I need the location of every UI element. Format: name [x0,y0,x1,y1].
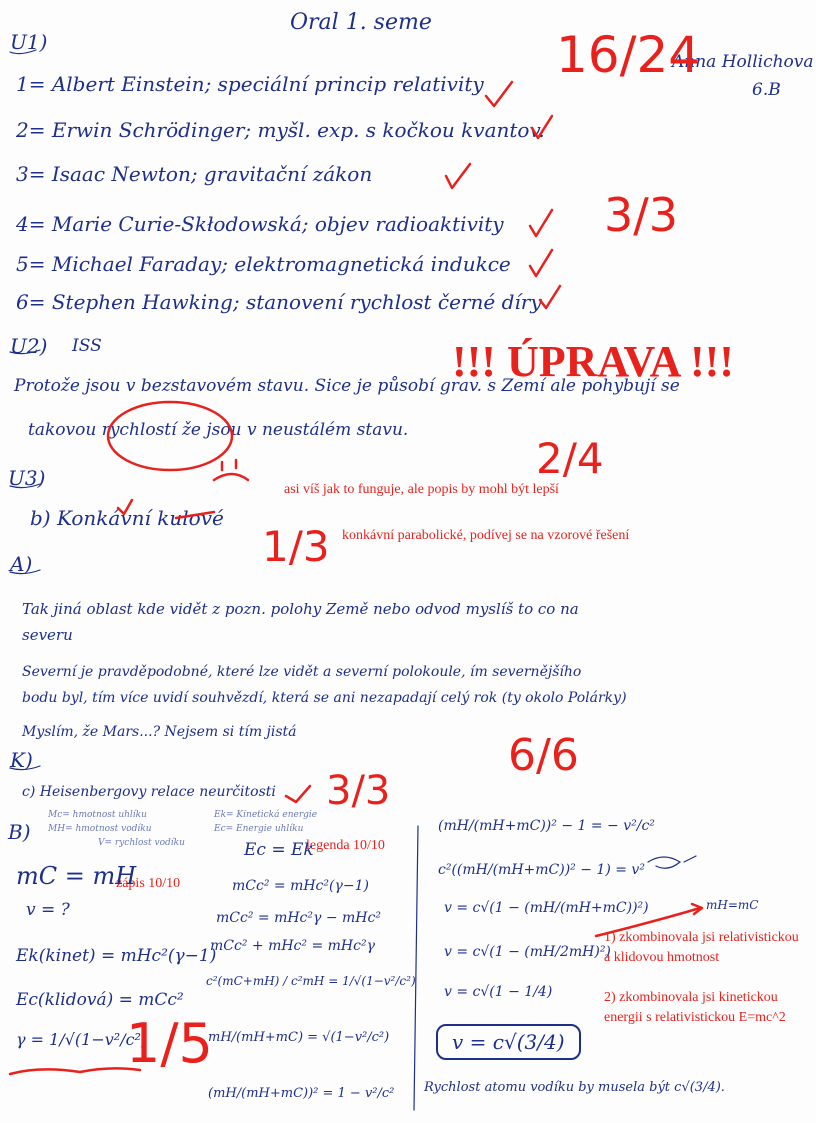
u3-answer: b) Konkávní kulové [30,506,224,530]
b-right-formula-4: v = c√(1 − (mH/2mH)²) [444,944,611,960]
check-mark-icon [446,164,470,188]
scribble-icon [648,856,696,868]
b-middle-formula-4: mCc² + mHc² = mHc²γ [210,938,375,954]
b-score: 1/5 [126,1012,213,1075]
k-score: 3/3 [326,768,391,814]
b-middle-formula-7: (mH/(mH+mC))² = 1 − v²/c² [208,1086,395,1101]
u2-label: U2) [10,334,48,358]
b-right-formula-5: v = c√(1 − 1/4) [444,984,553,1000]
check-mark-icon [540,286,560,308]
b-legend-2: MH= hmotnost vodíku [48,824,152,834]
student-name: Anna Hollichova [672,52,814,72]
b-left-formula-5: γ = 1/√(1−v²/c²) [16,1030,148,1049]
u2-answer-line-2: takovou rychlostí že jsou v neustálém stavu. [28,420,409,440]
u2-extra: ISS [72,336,102,356]
b-feedback-1: 1) zkombinovala jsi relativistickou a klidovou hmotnost [604,930,799,966]
b-middle-formula-3: mCc² = mHc²γ − mHc² [216,910,381,926]
b-conclusion: Rychlost atomu vodíku by musela být c√(3/4). [424,1080,725,1095]
header-title: Oral 1. seme [290,10,432,35]
a-line-1: Tak jiná oblast kde vidět z pozn. polohy Země nebo odvod myslíš to co na [22,600,579,618]
u1-line-4: 4= Marie Curie-Skłodowská; objev radioaktivity [16,212,504,236]
b-legend-energy-1: Ek= Kinetická energie [214,810,318,820]
u2-comment: asi víš jak to funguje, ale popis by mohl být lepší [284,482,559,497]
b-left-formula-2: v = ? [26,900,70,920]
u1-line-5: 5= Michael Faraday; elektromagnetická indukce [16,252,511,276]
b-legend-energy-2: Ec= Energie uhlíku [214,824,304,834]
check-mark-icon [530,250,552,276]
b-zapis-note: zápis 10/10 [116,876,181,891]
b-middle-formula-1: Ec = Ek [244,840,314,860]
b-final-answer: v = c√(3/4) [436,1024,581,1060]
sad-face-icon [214,474,248,480]
u1-score: 3/3 [604,188,679,242]
u2-score: 2/4 [536,434,604,483]
u1-label: U1) [10,30,48,54]
a-score: 6/6 [508,730,579,781]
check-mark-icon [286,786,310,802]
b-legend-3: V= rychlost vodíku [98,838,185,848]
u3-score: 1/3 [262,522,330,571]
u3-comment: konkávní parabolické, podívej se na vzorové řešení [342,528,630,543]
a-line-2: severu [22,626,73,644]
student-class: 6.B [752,80,781,100]
scribble-mark [10,1068,140,1074]
divider-line [414,826,418,1110]
b-mh-eq-mc: mH=mC [706,898,759,912]
b-left-formula-4: Ec(klidová) = mCc² [16,990,184,1010]
check-mark-icon [530,210,552,236]
a-line-4: bodu byl, tím více uvidí souhvězdí, která se ani nezapadají celý rok (ty okolo Polárky) [22,690,627,706]
k-label: K) [10,748,33,772]
u1-line-3: 3= Isaac Newton; gravitační zákon [16,162,373,186]
check-mark-icon [486,82,512,106]
b-label: B) [8,820,31,844]
b-feedback-2: 2) zkombinovala jsi kinetickou energii s relativistickou E=mc^2 [604,990,786,1026]
a-label: A) [10,552,33,576]
u1-line-6: 6= Stephen Hawking; stanovení rychlost černé díry [16,290,542,314]
total-score: 16/24 [556,26,701,84]
b-right-formula-2: c²((mH/(mH+mC))² − 1) = v² [438,862,645,878]
b-middle-formula-5: c²(mC+mH) / c²mH = 1/√(1−v²/c²) [206,974,416,988]
b-legend-1: Mc= hmotnost uhlíku [48,810,147,820]
b-legend-note: legenda 10/10 [306,838,385,853]
u2-answer-line-1: Protože jsou v bezstavovém stavu. Sice je působí grav. s Zemí ale pohybují se [14,376,680,396]
b-right-formula-1: (mH/(mH+mC))² − 1 = − v²/c² [438,818,655,834]
b-right-formula-3: v = c√(1 − (mH/(mH+mC))²) [444,900,649,916]
u1-line-2: 2= Erwin Schrödinger; myšl. exp. s kočkou kvantov. [16,118,545,142]
a-line-5: Myslím, že Mars...? Nejsem si tím jistá [22,724,297,740]
a-line-3: Severní je pravděpodobné, které lze vidět a severní polokoule, ím severnějšího [22,664,582,680]
b-left-formula-1: mC = mH [16,862,137,890]
u1-line-1: 1= Albert Einstein; speciální princip relativity [16,72,484,96]
correction-banner: !!! ÚPRAVA !!! [452,337,734,386]
b-middle-formula-6: mH/(mH+mC) = √(1−v²/c²) [208,1030,390,1045]
k-answer: c) Heisenbergovy relace neurčitosti [22,784,276,800]
b-left-formula-3: Ek(kinet) = mHc²(γ−1) [16,946,217,966]
b-middle-formula-2: mCc² = mHc²(γ−1) [232,878,369,894]
u3-label: U3) [8,466,46,490]
